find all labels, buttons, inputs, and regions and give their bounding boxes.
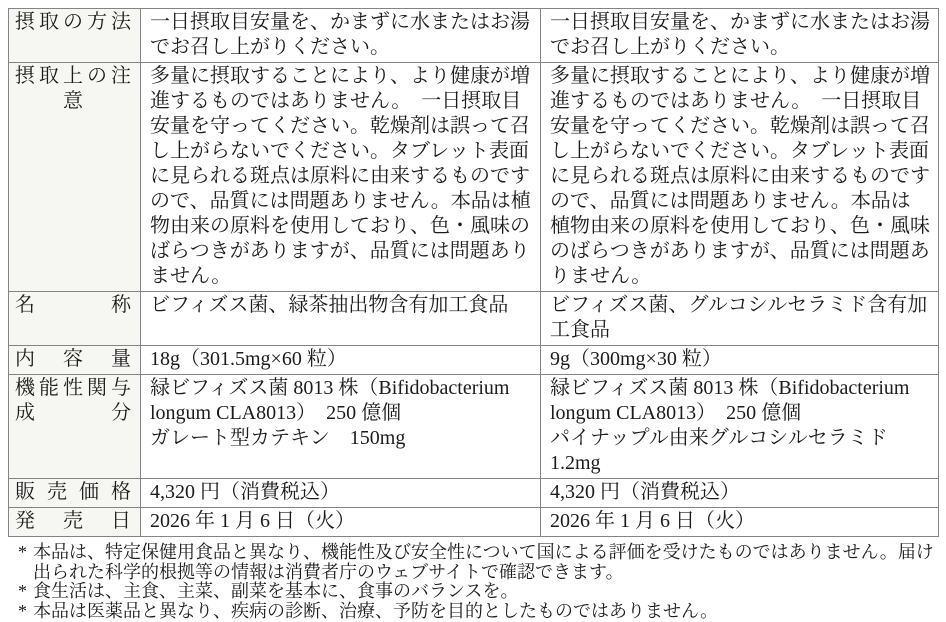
cell-text: 4,320 円（消費税込） (550, 481, 740, 503)
cell-text: ガレート型カテキン 150mg (150, 427, 406, 449)
table-row-release-date (9, 508, 939, 537)
cell-text: 緑ビフィズス菌 8013 株（Bifidobacterium longum CLA8013） 250 億個 (150, 377, 510, 424)
cell-amount-product1 (141, 346, 541, 375)
cell-text: 2026 年 1 月 6 日（火） (150, 510, 355, 532)
cell-name-product2 (541, 292, 939, 346)
footnote-text: 食生活は、主食、主菜、副菜を基本に、食事のバランスを。 (33, 581, 519, 602)
footnote-asterisk: * (18, 542, 27, 562)
footnote-item (18, 602, 942, 622)
table-row-sales-price (9, 479, 939, 508)
cell-text: 18g（301.5mg×60 粒） (150, 348, 347, 370)
cell-price-product2 (541, 479, 939, 508)
row-label-product-name (9, 292, 141, 346)
cell-text: 緑ビフィズス菌 8013 株（Bifidobacterium longum CLA8013） 250 億個 (550, 377, 910, 424)
table-row-intake-precautions (9, 63, 939, 292)
cell-text: ビフィズス菌、グルコシルセラミド含有加工食品 (550, 294, 928, 341)
footnote-item (18, 543, 942, 582)
cell-intake-method-product2 (541, 9, 939, 63)
cell-intake-method-product1 (141, 9, 541, 63)
row-label-text: 内 容 量 (15, 348, 131, 370)
row-label-release-date (9, 508, 141, 537)
cell-text: 一日摂取目安量を、かまずに水またはお湯でお召し上がりください。 (550, 11, 930, 58)
row-label-text: 摂 取 上 の 注 (15, 65, 131, 87)
cell-price-product1 (141, 479, 541, 508)
cell-text: パイナップル由来グルコシルセラミド 1.2mg (550, 427, 888, 474)
footnote-text: 本品は医薬品と異なり、疾病の診断、治療、予防を目的としたものではありません。 (33, 600, 719, 621)
product-info-table (8, 8, 939, 537)
table-row-intake-method (9, 9, 939, 63)
footnote-text: 本品は、特定保健用食品と異なり、機能性及び安全性について国による評価を受けたものではありません。届け (33, 542, 934, 562)
cell-text: 一日摂取目安量を、かまずに水またはお湯でお召し上がりください。 (150, 11, 530, 58)
cell-ingredients-product2 (541, 375, 939, 479)
row-label-text: 摂 取 の 方 法 (15, 11, 131, 33)
cell-release-date-product1 (141, 508, 541, 537)
row-label-text: 販 売 価 格 (15, 481, 131, 503)
footnote-asterisk: * (18, 581, 27, 602)
cell-text: 多量に摂取することにより、より健康が増進するものではありません。 一日摂取目安量を守ってください。乾燥剤は誤って召し上がらないでください。タブレット表面に見られる斑点は原料に由来するものですので、品質には問題ありません。本品は植物由来の原料を使用しており、色・風味のばらつきがありますが、品質には問題ありません。 (550, 65, 930, 287)
cell-precautions-product2 (541, 63, 939, 292)
cell-amount-product2 (541, 346, 939, 375)
cell-precautions-product1 (141, 63, 541, 292)
table-row-contents-amount (9, 346, 939, 375)
row-label-text: 発 売 日 (15, 510, 131, 532)
table-row-product-name (9, 292, 939, 346)
row-label-text: 成 分 (15, 402, 131, 424)
footnote-item (18, 582, 942, 602)
row-label-text: 名 称 (15, 294, 131, 316)
row-label-intake-precautions (9, 63, 141, 292)
cell-text: 2026 年 1 月 6 日（火） (550, 510, 755, 532)
table-row-functional-ingredients (9, 375, 939, 479)
cell-text: 9g（300mg×30 粒） (550, 348, 722, 370)
cell-name-product1 (141, 292, 541, 346)
cell-text: ビフィズス菌、緑茶抽出物含有加工食品 (150, 294, 509, 316)
cell-text: 多量に摂取することにより、より健康が増進するものではありません。 一日摂取目安量を守ってください。乾燥剤は誤って召し上がらないでください。タブレット表面に見られる斑点は原料に由来するものですので、品質には問題ありません。本品は植物由来の原料を使用しており、色・風味のばらつきがありますが、品質には問題ありません。 (150, 65, 531, 287)
footnote-asterisk: * (18, 600, 27, 621)
row-label-text: 機 能 性 関 与 (15, 377, 131, 399)
footnote-text-continuation: 出られた科学的根拠等の情報は消費者庁のウェブサイトで確認できます。 (33, 561, 624, 582)
row-label-text: 意 (63, 90, 83, 112)
row-label-contents-amount (9, 346, 141, 375)
cell-release-date-product2 (541, 508, 939, 537)
row-label-intake-method (9, 9, 141, 63)
row-label-functional-ingredients (9, 375, 141, 479)
cell-ingredients-product1 (141, 375, 541, 479)
row-label-sales-price (9, 479, 141, 508)
cell-text: 4,320 円（消費税込） (150, 481, 340, 503)
footnotes (18, 543, 942, 621)
